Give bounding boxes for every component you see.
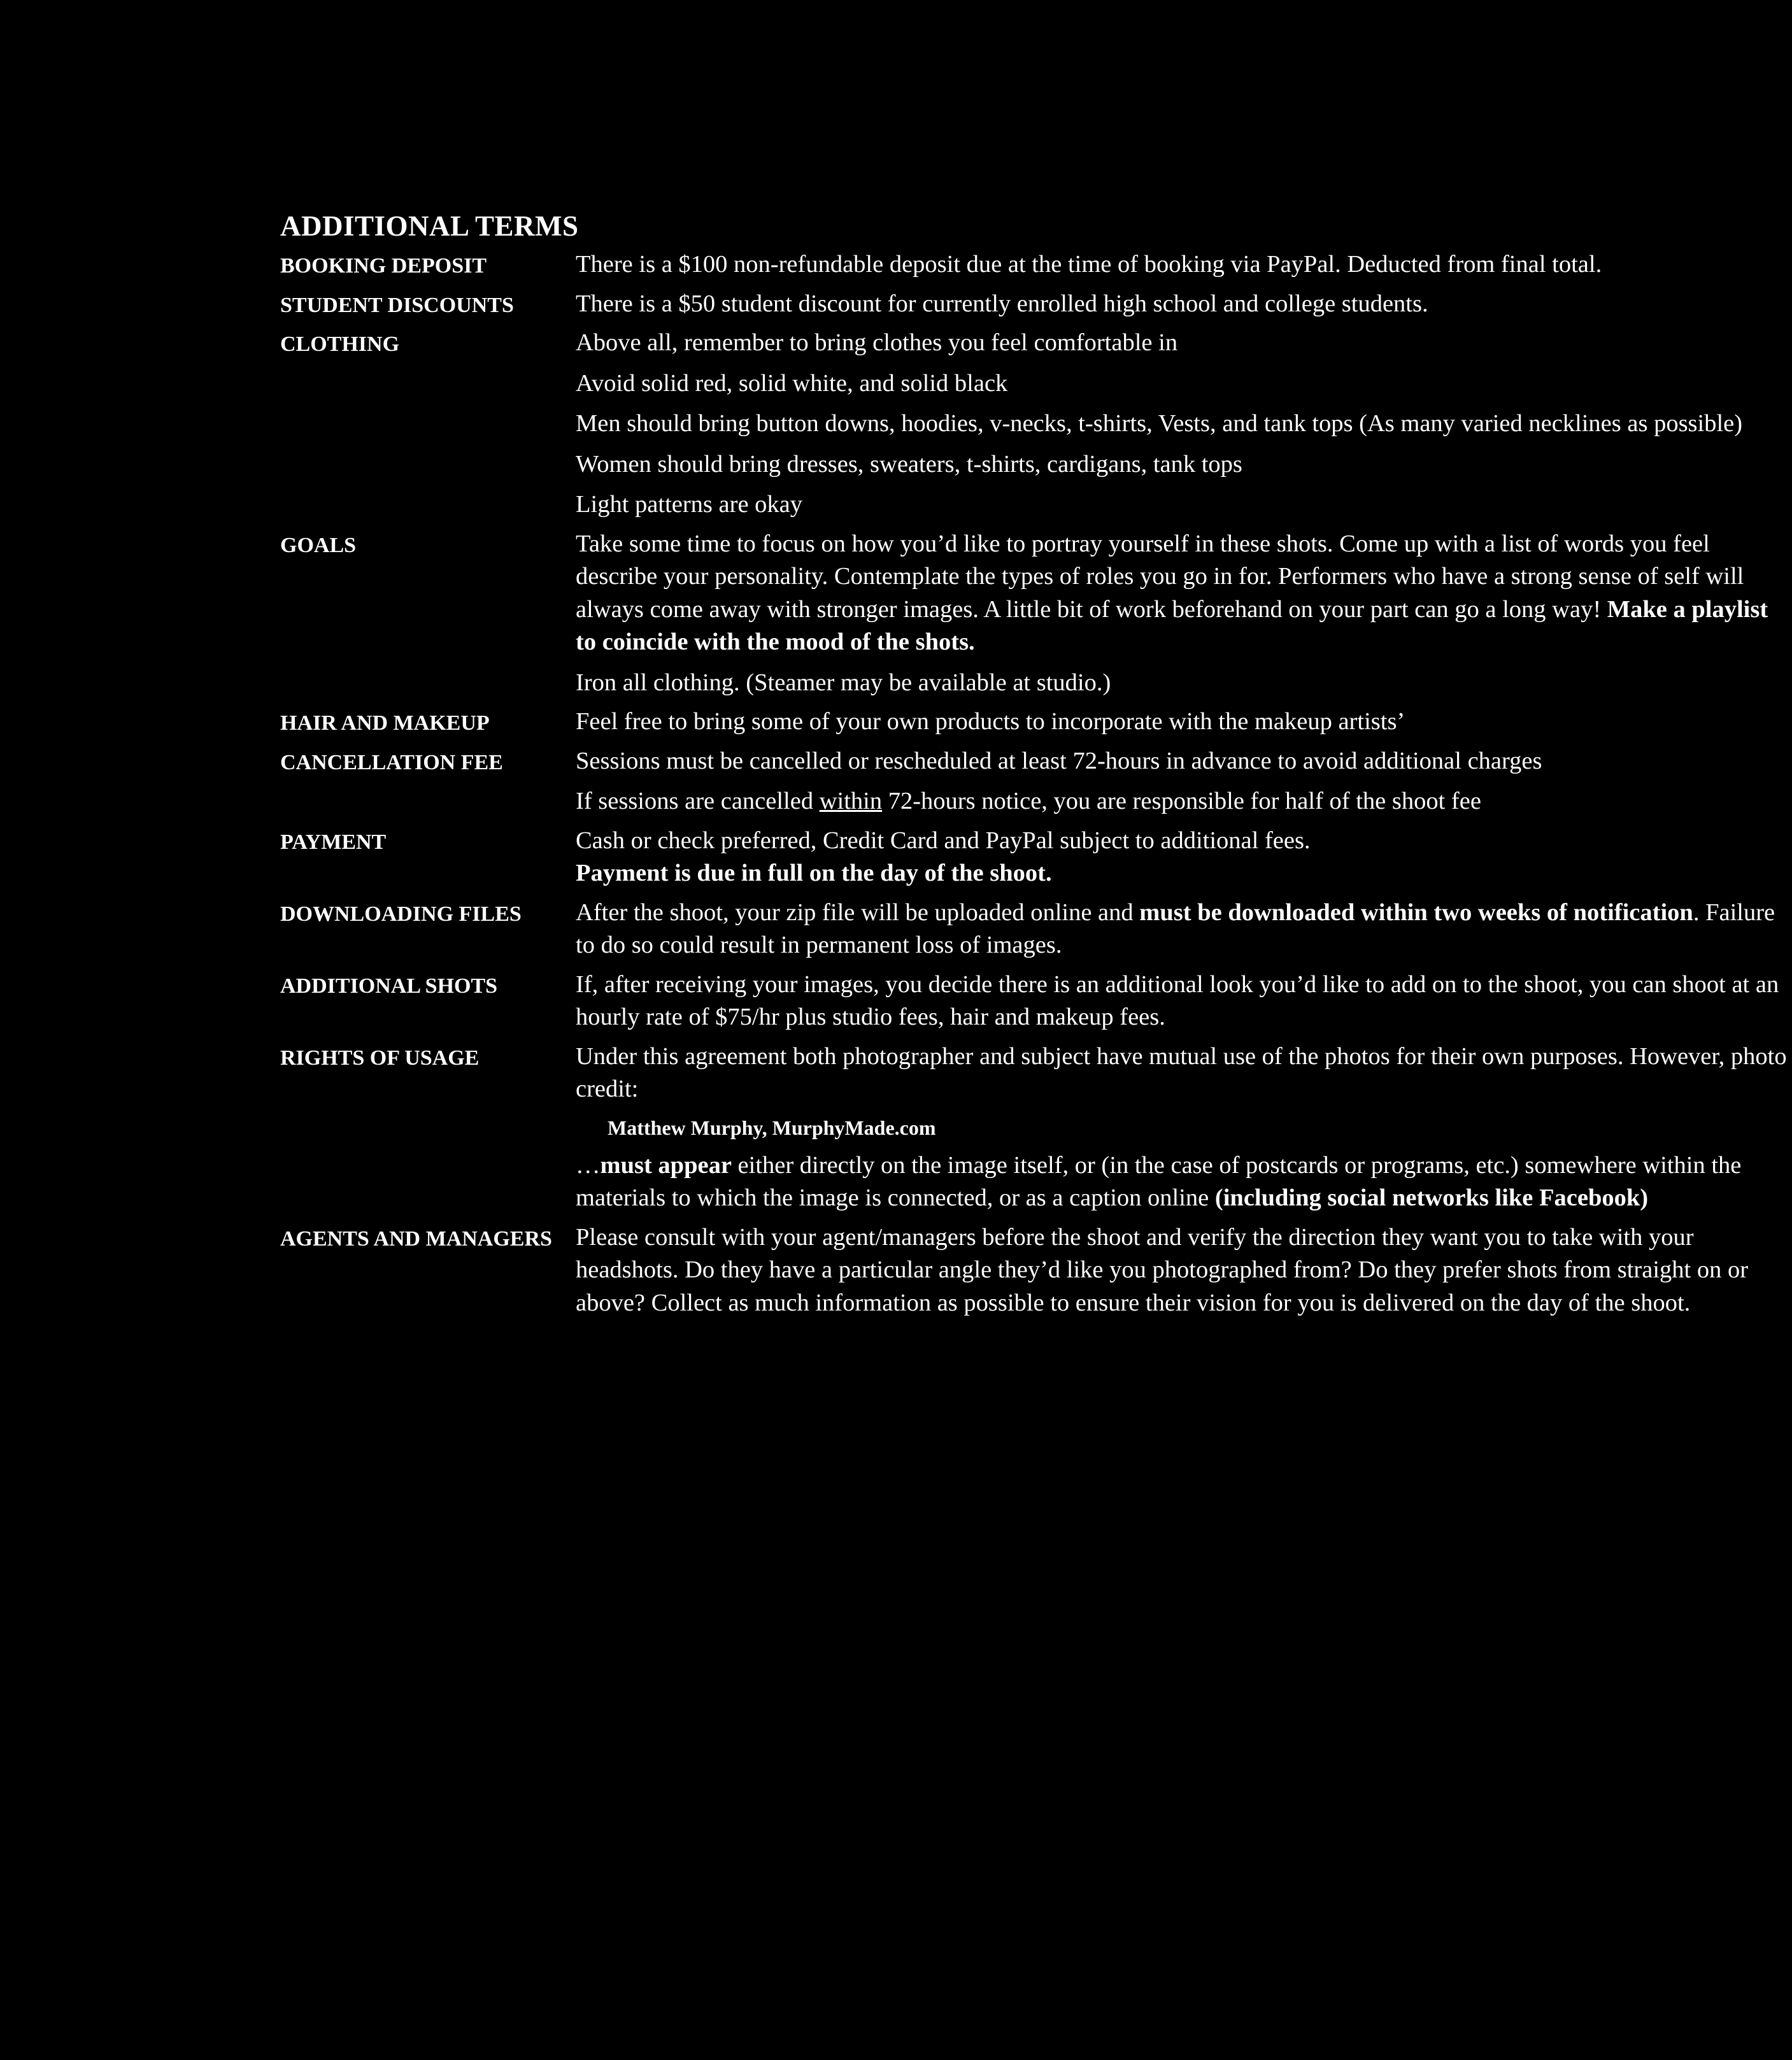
section-content: [576, 897, 1792, 962]
section-content: [576, 248, 1792, 281]
goals-text: Take some time to focus on how you’d like to portray yourself in these shots. Come up with a list of words you feel describe your personality. Contemplate the types of roles you go in for. Performers who have a strong sense of self will always come away with stronger images. A little bit of work beforehand on your part can go a long way!: [576, 530, 1744, 623]
section-content: [576, 969, 1792, 1034]
section-text: There is a $50 student discount for currently enrolled high school and college students.: [576, 290, 1428, 317]
section-label: STUDENT DISCOUNTS: [280, 293, 514, 317]
section-label: AGENTS AND MANAGERS: [280, 1226, 552, 1251]
section-label: BOOKING DEPOSIT: [280, 254, 487, 278]
section-additional-shots: [280, 969, 1779, 1034]
section-downloading-files: [280, 897, 1775, 962]
rights-paragraph-2: [576, 1149, 1792, 1215]
section-content: [576, 825, 1792, 890]
rights-text: Under this agreement both photographer and subject have mutual use of the photos for their own purposes. However, photo credit:: [576, 1042, 1787, 1102]
downloading-text: . Failure to do so could result in permanent loss of images.: [576, 899, 1775, 958]
photo-credit: Matthew Murphy, MurphyMade.com: [608, 1116, 936, 1139]
clothing-item: Men should bring button downs, hoodies, v-necks, t-shirts, Vests, and tank tops (As many varied necklines as possible): [576, 410, 1743, 437]
payment-paragraph: [576, 825, 1792, 890]
section-text: Feel free to bring some of your own products to incorporate with the makeup artists’: [576, 708, 1405, 735]
section-text: There is a $100 non-refundable deposit due at the time of booking via PayPal. Deducted from final total.: [576, 251, 1602, 278]
rights-text-part: …: [576, 1151, 601, 1179]
goals-paragraph: [576, 528, 1792, 659]
section-content: [576, 1221, 1792, 1320]
section-content: [576, 288, 1792, 321]
page-title: ADDITIONAL TERMS: [280, 210, 579, 242]
section-content: [576, 745, 1792, 818]
clothing-item: Light patterns are okay: [576, 491, 802, 518]
cancellation-text-part: 72-hours notice, you are responsible for half of the shoot fee: [882, 788, 1481, 814]
terms-page: [280, 208, 1787, 1326]
clothing-item: Avoid solid red, solid white, and solid black: [576, 369, 1008, 397]
cancellation-text-1: Sessions must be cancelled or rescheduled at least 72-hours in advance to avoid additional charges: [576, 747, 1542, 774]
goals-iron-text: Iron all clothing. (Steamer may be available at studio.): [576, 669, 1111, 696]
section-content: [576, 327, 1792, 522]
section-label: CLOTHING: [280, 332, 400, 356]
section-student-discounts: [280, 288, 1503, 321]
within-underlined-text: within: [819, 788, 883, 814]
payment-text: Cash or check preferred, Credit Card and PayPal subject to additional fees.: [576, 827, 1311, 854]
goals-bold-text: Make a playlist to coincide with the mood of the shots.: [576, 595, 1768, 655]
section-text: Please consult with your agent/managers before the shoot and verify the direction they want you to take with your headshots. Do they have a particular angle they’d like you photographed from? Do they prefer shots from straight on or above? Collect as much information as possible to ensure their vision for you is delivered on the day of the shoot.: [576, 1223, 1749, 1316]
section-content: [576, 1041, 1792, 1215]
downloading-text: After the shoot, your zip file will be uploaded online and: [576, 899, 1140, 926]
downloading-paragraph: [576, 897, 1792, 962]
section-label: ADDITIONAL SHOTS: [280, 974, 498, 998]
section-goals: [280, 528, 1768, 700]
section-content: [576, 528, 1792, 700]
downloading-bold-text: must be downloaded within two weeks of notification: [1139, 899, 1693, 926]
section-agents-and-managers: [280, 1221, 1749, 1320]
rights-text-part: either directly on the image itself, or (in the case of postcards or programs, etc.) somewhere within the materials to which the image is connected, or as a caption online: [576, 1151, 1742, 1211]
section-rights-of-usage: [280, 1041, 1787, 1215]
section-booking-deposit: [280, 248, 1602, 281]
rights-bold-text: (including social networks like Facebook): [1214, 1184, 1649, 1211]
section-cancellation-fee: [280, 745, 1542, 818]
section-label: DOWNLOADING FILES: [280, 902, 522, 926]
cancellation-text-part: If sessions are cancelled: [576, 788, 820, 814]
section-label: RIGHTS OF USAGE: [280, 1046, 480, 1070]
section-label: PAYMENT: [280, 830, 387, 854]
section-clothing: [280, 327, 1743, 522]
section-label: HAIR AND MAKEUP: [280, 711, 490, 735]
cancellation-text-2: [576, 785, 1792, 818]
clothing-item: Above all, remember to bring clothes you feel comfortable in: [576, 329, 1178, 356]
section-label: CANCELLATION FEE: [280, 750, 503, 774]
section-hair-and-makeup: [280, 706, 1503, 739]
payment-bold-text: Payment is due in full on the day of the shoot.: [576, 860, 1052, 886]
clothing-item: Women should bring dresses, sweaters, t-shirts, cardigans, tank tops: [576, 450, 1242, 478]
section-content: [576, 706, 1792, 739]
section-payment: [280, 825, 1503, 890]
section-text: If, after receiving your images, you decide there is an additional look you’d like to add on to the shoot, you can shoot at an hourly rate of $75/hr plus studio fees, hair and makeup fees.: [576, 970, 1779, 1030]
section-label: GOALS: [280, 533, 357, 557]
rights-bold-text: must appear: [600, 1151, 732, 1179]
